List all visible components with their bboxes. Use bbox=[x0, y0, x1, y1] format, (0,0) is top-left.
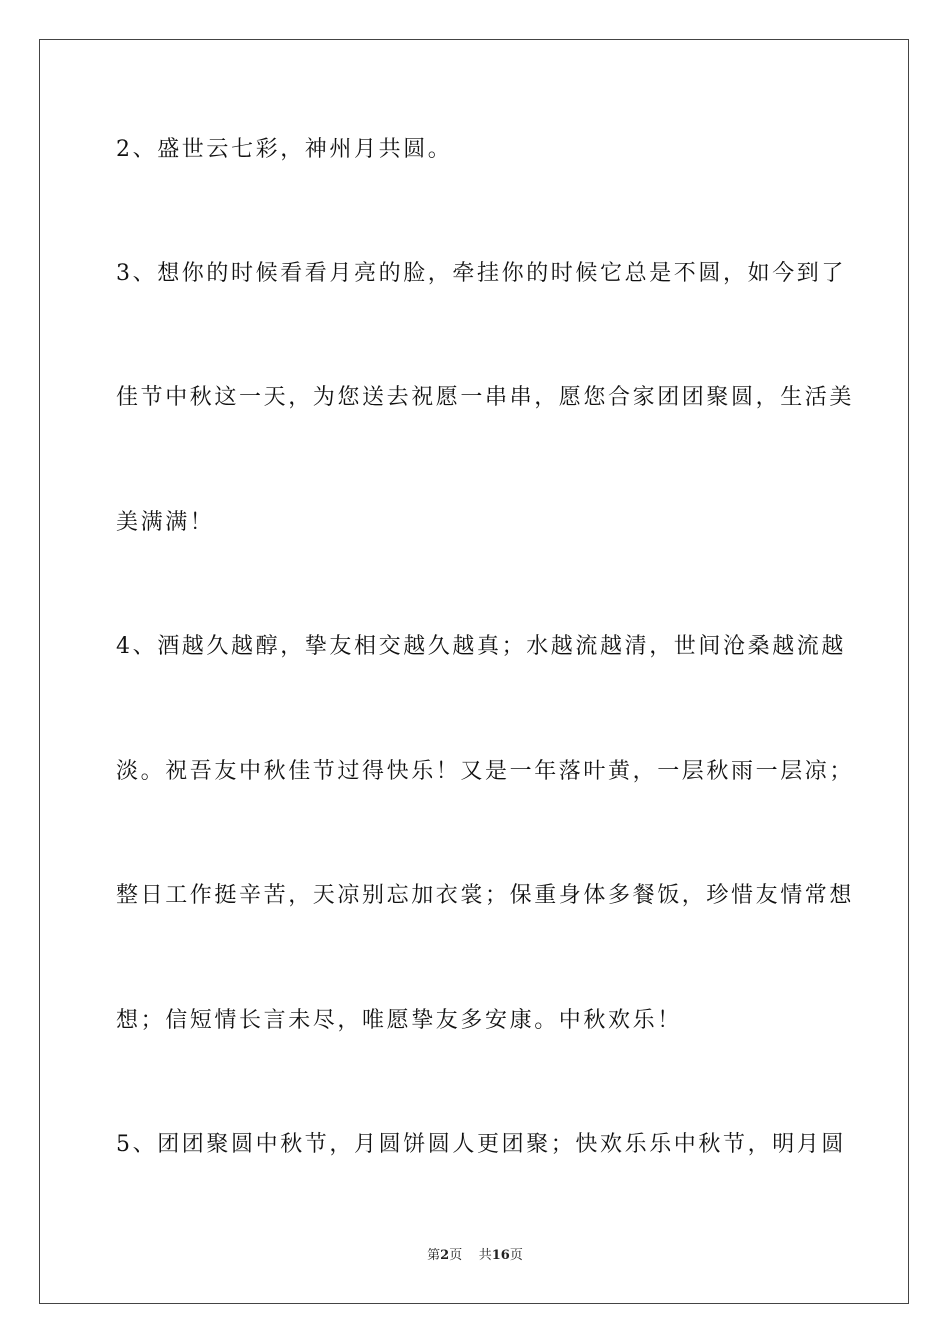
footer-page-suffix: 页 bbox=[449, 1248, 463, 1263]
text-line-4: 美满满！ bbox=[116, 510, 215, 535]
footer-total-suffix: 页 bbox=[509, 1248, 523, 1263]
text-line-2: 3、想你的时候看看月亮的脸，牵挂你的时候它总是不圆，如今到了 bbox=[116, 261, 846, 286]
text-line-6: 淡。祝吾友中秋佳节过得快乐！又是一年落叶黄，一层秋雨一层凉； bbox=[116, 759, 855, 784]
footer-total-pages: 16 bbox=[491, 1248, 510, 1263]
footer-total-prefix: 共 bbox=[478, 1248, 492, 1263]
page-border bbox=[39, 39, 909, 1304]
text-line-8: 想；信短情长言未尽，唯愿挚友多安康。中秋欢乐！ bbox=[116, 1008, 682, 1033]
page-footer bbox=[0, 1248, 950, 1264]
text-line-3: 佳节中秋这一天，为您送去祝愿一串串，愿您合家团团聚圆，生活美 bbox=[116, 385, 855, 410]
text-line-1: 2、盛世云七彩，神州月共圆。 bbox=[116, 137, 453, 162]
text-line-7: 整日工作挺辛苦，天凉别忘加衣裳；保重身体多餐饭，珍惜友情常想 bbox=[116, 883, 855, 908]
text-line-9: 5、团团聚圆中秋节，月圆饼圆人更团聚；快欢乐乐中秋节，明月圆 bbox=[116, 1132, 846, 1157]
footer-page-prefix: 第 bbox=[427, 1248, 441, 1263]
footer-page-number: 2 bbox=[440, 1248, 450, 1263]
text-line-5: 4、酒越久越醇，挚友相交越久越真；水越流越清，世间沧桑越流越 bbox=[116, 634, 846, 659]
